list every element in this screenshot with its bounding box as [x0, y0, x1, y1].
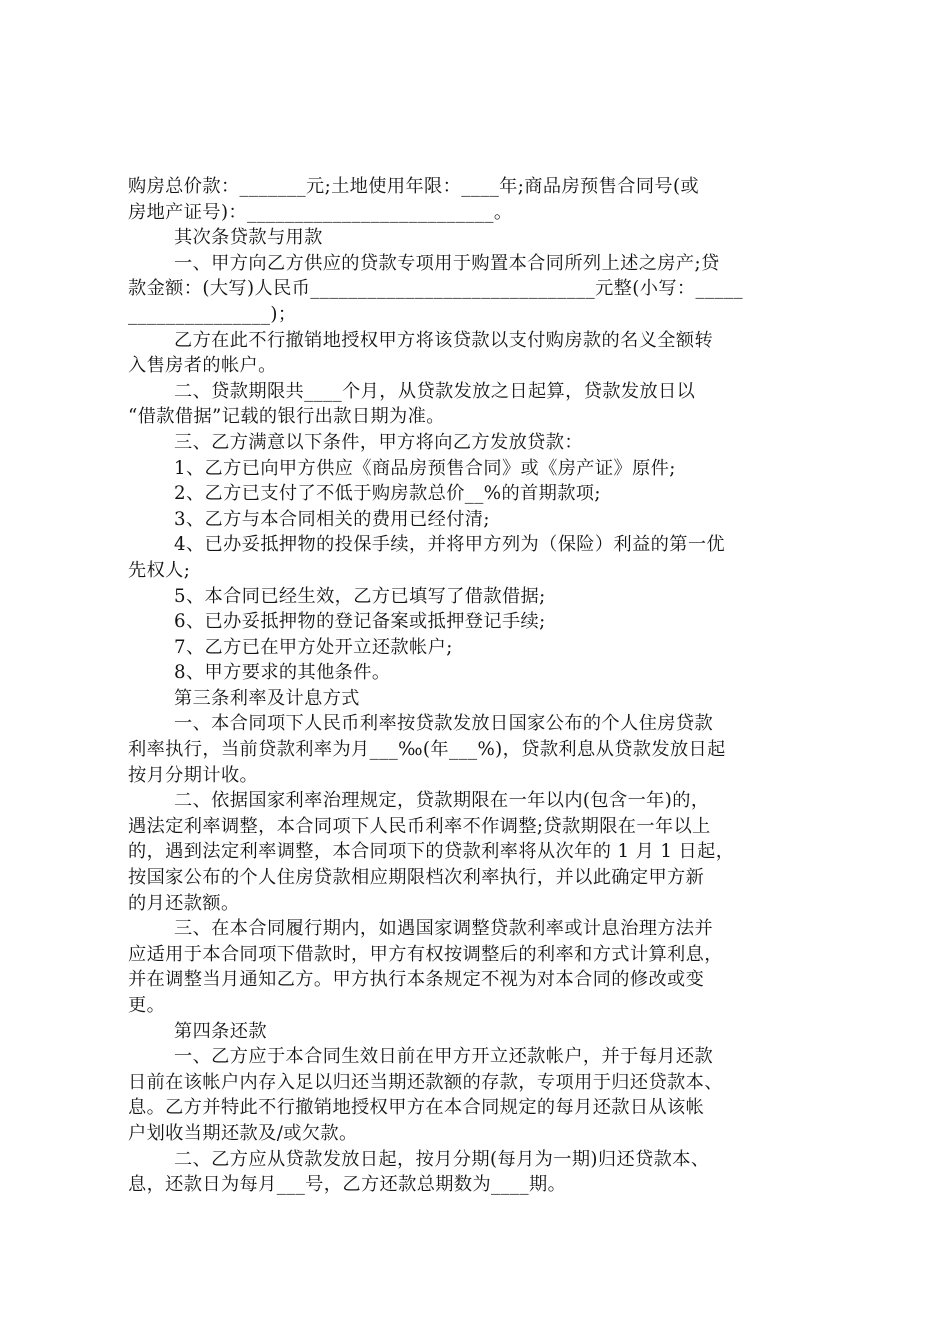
text-line: 先权人;	[128, 559, 191, 581]
contract-page	[128, 174, 834, 1198]
text-line: _______________)；	[128, 303, 297, 325]
text-line: 按月分期计收。	[128, 764, 259, 786]
text-line: 的，遇到法定利率调整，本合同项下的贷款利率将从次年的 1 月 1 日起，	[128, 841, 735, 863]
text-line: 6、已办妥抵押物的登记备案或抵押登记手续;	[174, 611, 546, 633]
text-line: 7、乙方已在甲方处开立还款帐户;	[174, 636, 453, 658]
text-line: 5、本合同已经生效，乙方已填写了借款借据;	[174, 585, 546, 607]
text-line: 二、乙方应从贷款发放日起，按月分期(每月为一期)归还贷款本、	[174, 1148, 710, 1170]
text-line: 购房总价款：_______元;土地使用年限：____年;商品房预售合同号(或	[128, 176, 700, 197]
text-line: 2、乙方已支付了不低于购房款总价__%的首期款项;	[174, 483, 601, 505]
text-line: 利率执行，当前贷款利率为月___‰(年___%)，贷款利息从贷款发放日起	[128, 739, 726, 761]
text-line: 房地产证号)：__________________________。	[128, 201, 513, 223]
text-line: 一、甲方向乙方供应的贷款专项用于购置本合同所列上述之房产;贷	[174, 252, 720, 274]
text-line: 的月还款额。	[128, 892, 240, 914]
text-line: 1、乙方已向甲方供应《商品房预售合同》或《房产证》原件;	[174, 457, 676, 479]
text-line: 3、乙方与本合同相关的费用已经付清;	[174, 508, 490, 530]
text-line: 款金额：(大写)人民币______________________________元整(小写：_____	[128, 278, 743, 300]
text-line: 4、已办妥抵押物的投保手续，并将甲方列为（保险）利益的第一优	[174, 534, 726, 556]
text-line: 第四条还款	[174, 1020, 267, 1042]
text-line: 户划收当期还款及/或欠款。	[128, 1122, 358, 1144]
text-line: 一、乙方应于本合同生效日前在甲方开立还款帐户，并于每月还款	[174, 1046, 714, 1068]
text-line: 三、乙方满意以下条件，甲方将向乙方发放贷款：	[174, 431, 583, 453]
text-line: 二、贷款期限共____个月，从贷款发放之日起算，贷款发放日以	[174, 380, 696, 402]
text-line: 应适用于本合同项下借款时，甲方有权按调整后的利率和方式计算利息，	[128, 943, 723, 965]
text-line: 入售房者的帐户。	[128, 355, 277, 377]
text-line: 二、依据国家利率治理规定，贷款期限在一年以内(包含一年)的，	[174, 790, 710, 812]
text-line: 乙方在此不行撤销地授权甲方将该贷款以支付购房款的名义全额转	[174, 329, 714, 351]
text-line: 三、在本合同履行期内，如遇国家调整贷款利率或计息治理方法并	[174, 918, 714, 940]
text-line: 更。	[128, 995, 166, 1016]
text-line: 并在调整当月通知乙方。甲方执行本条规定不视为对本合同的修改或变	[128, 969, 705, 991]
text-line: 按国家公布的个人住房贷款相应期限档次利率执行，并以此确定甲方新	[128, 867, 705, 889]
text-line: “借款借据”记载的银行出款日期为准。	[128, 406, 445, 428]
text-line: 8、甲方要求的其他条件。	[174, 662, 391, 684]
text-line: 遇法定利率调整，本合同项下人民币利率不作调整;贷款期限在一年以上	[128, 815, 711, 837]
text-line: 第三条利率及计息方式	[174, 687, 360, 709]
text-line: 息，还款日为每月___号，乙方还款总期数为____期。	[128, 1174, 567, 1196]
text-line: 一、本合同项下人民币利率按贷款发放日国家公布的个人住房贷款	[174, 713, 714, 735]
text-line: 息。乙方并特此不行撤销地授权甲方在本合同规定的每月还款日从该帐	[128, 1097, 705, 1119]
text-line: 日前在该帐户内存入足以归还当期还款额的存款，专项用于归还贷款本、	[128, 1071, 723, 1093]
text-line: 其次条贷款与用款	[174, 227, 323, 249]
